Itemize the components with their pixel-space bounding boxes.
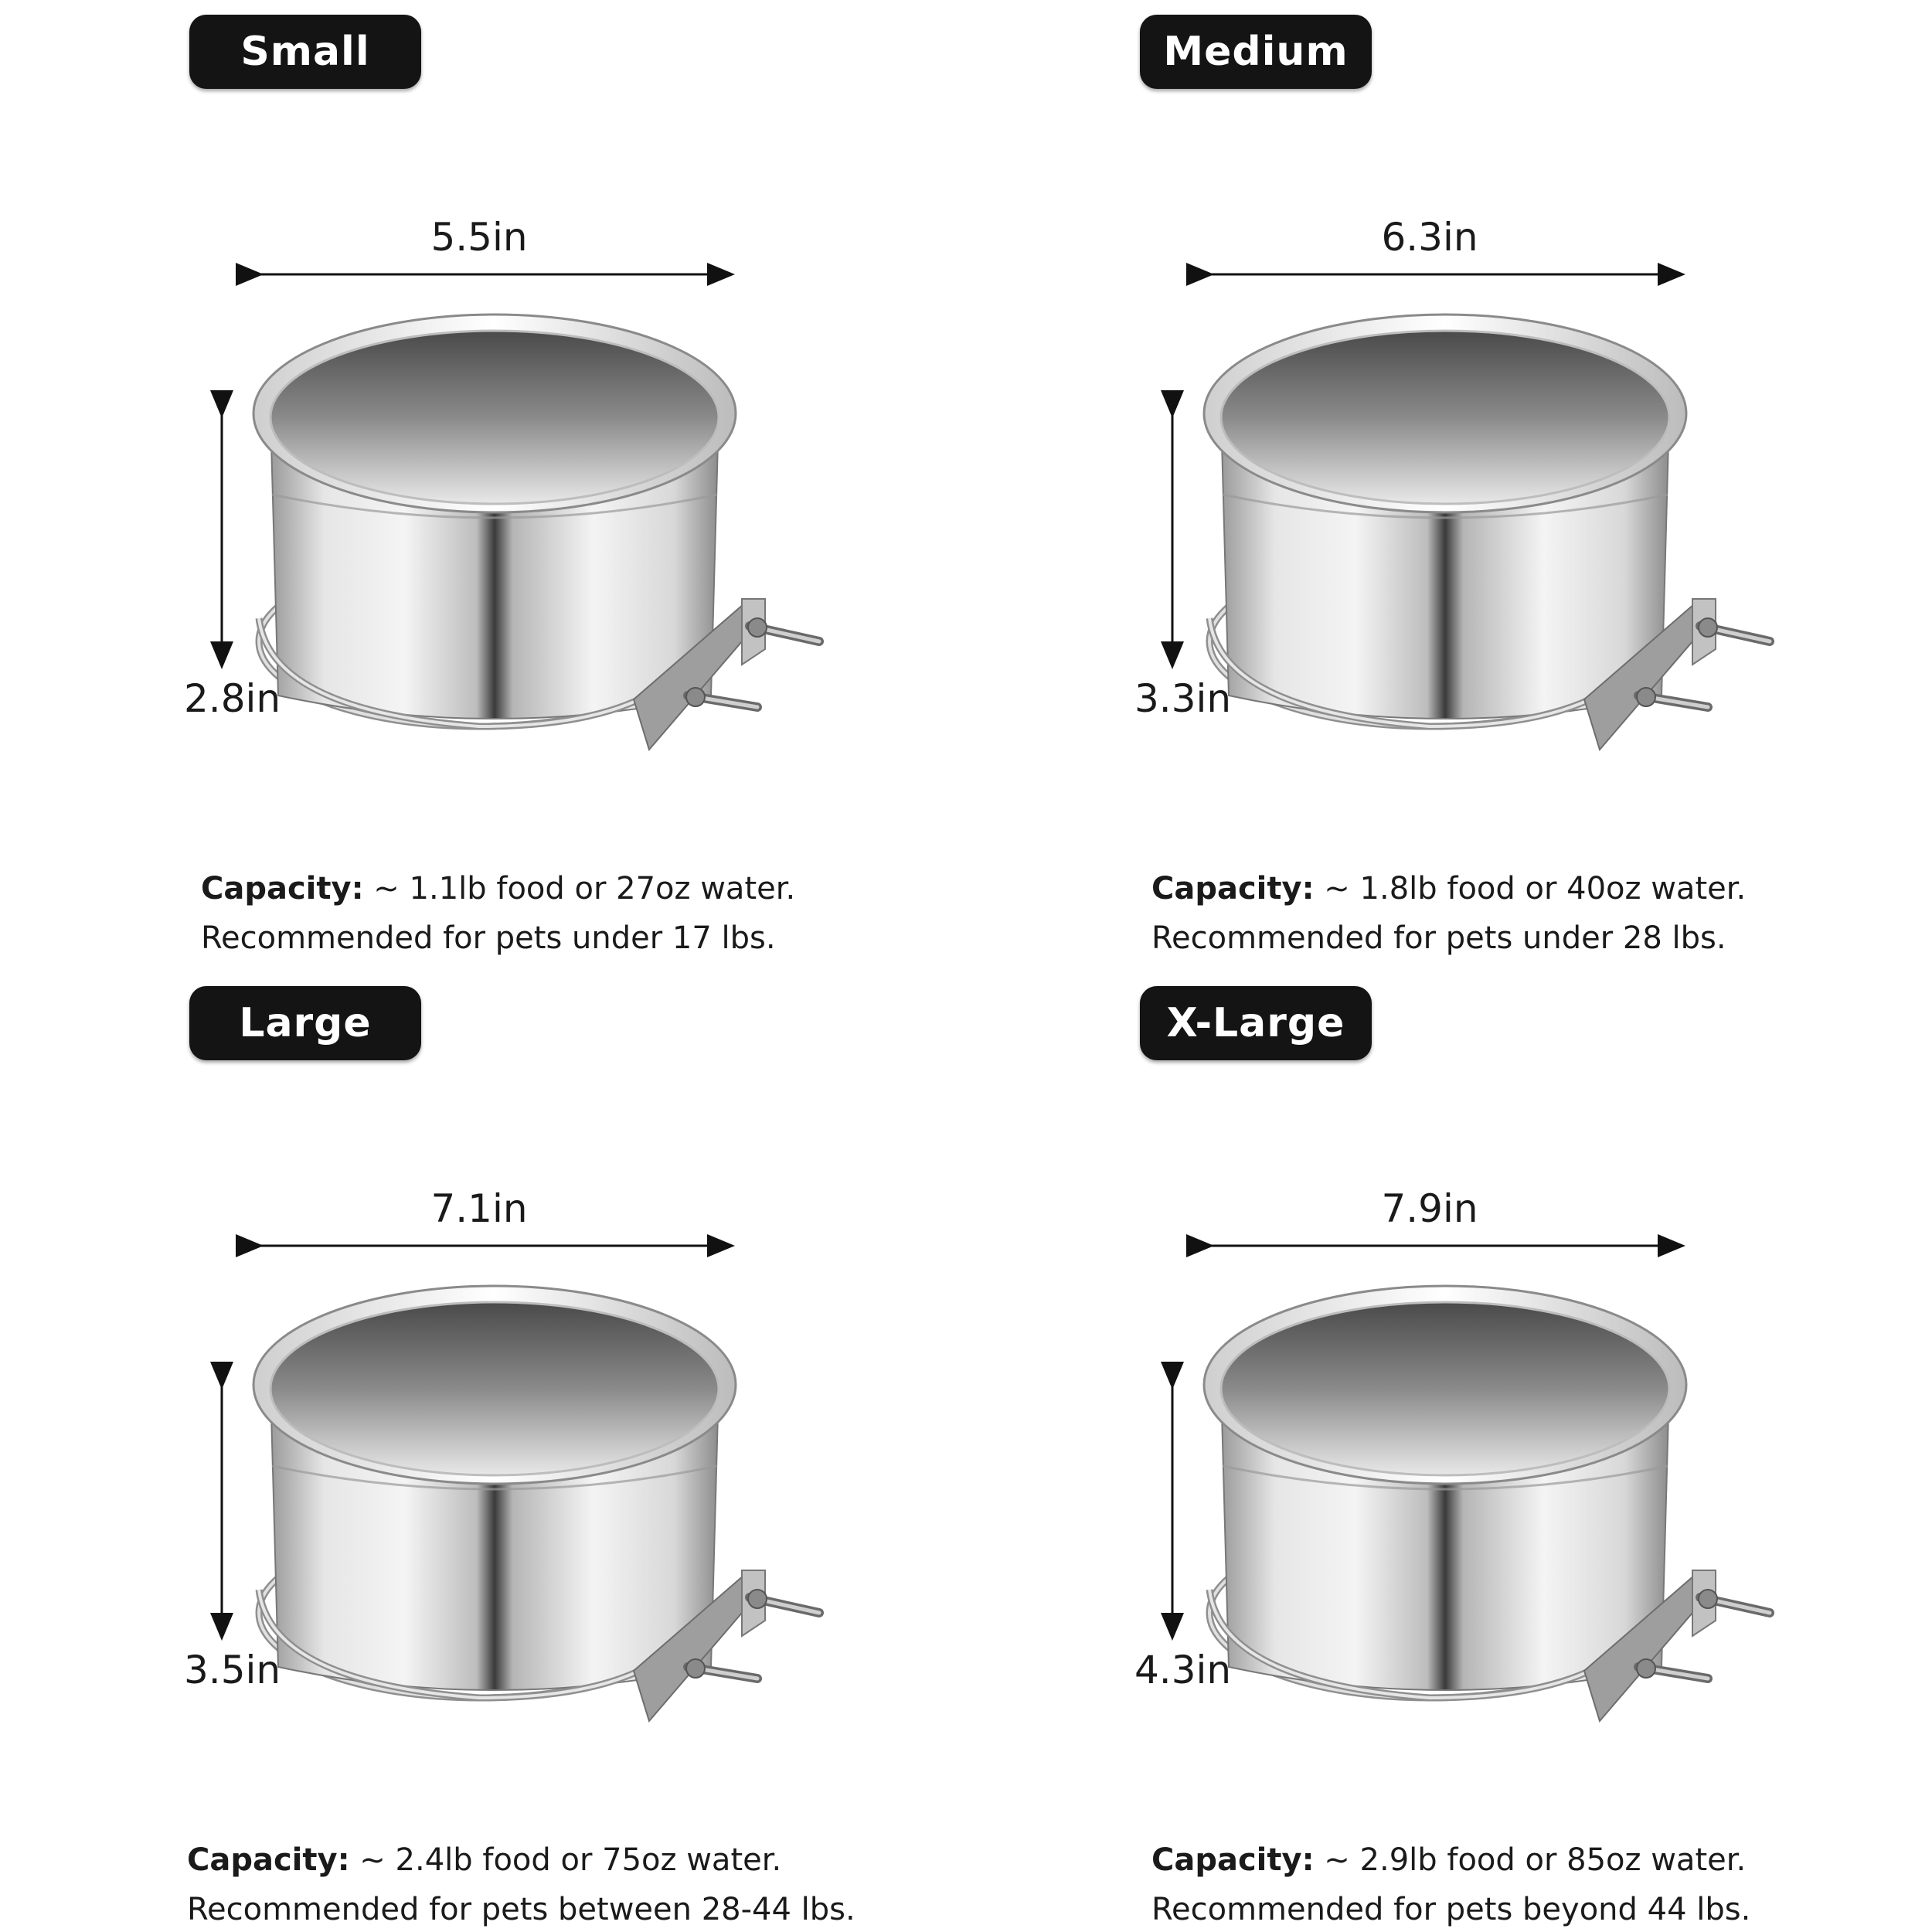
capacity-label: Capacity: [1151, 1842, 1315, 1878]
recommendation-text: Recommended for pets beyond 44 lbs. [1151, 1892, 1751, 1927]
capacity-info [1151, 864, 1746, 963]
size-badge: X-Large [1140, 986, 1372, 1060]
size-panel-x-large [1105, 971, 1878, 1930]
size-badge: Large [189, 986, 421, 1060]
capacity-line [1151, 864, 1746, 913]
width-dimension-label: 6.3in [1381, 215, 1478, 260]
height-dimension-label: 3.5in [184, 1648, 281, 1692]
recommendation-text: Recommended for pets under 17 lbs. [201, 920, 776, 956]
capacity-label: Capacity: [201, 871, 364, 906]
capacity-label: Capacity: [1151, 871, 1315, 906]
width-dimension-label: 5.5in [430, 215, 528, 260]
height-dimension-label: 2.8in [184, 676, 281, 721]
width-dimension-label: 7.1in [430, 1186, 528, 1231]
capacity-label: Capacity: [187, 1842, 350, 1878]
capacity-text: ~ 2.4lb food or 75oz water. [349, 1842, 782, 1878]
recommendation-text: Recommended for pets under 28 lbs. [1151, 920, 1726, 956]
size-panel-small [155, 0, 927, 958]
capacity-info [201, 864, 795, 963]
size-panel-large [155, 971, 927, 1930]
height-dimension-label: 4.3in [1134, 1648, 1232, 1692]
capacity-info [187, 1835, 855, 1932]
capacity-info [1151, 1835, 1750, 1932]
size-panel-medium [1105, 0, 1878, 958]
capacity-line [201, 864, 795, 913]
size-badge: Small [189, 15, 421, 89]
height-dimension-label: 3.3in [1134, 676, 1232, 721]
capacity-line [1151, 1835, 1750, 1885]
capacity-text: ~ 1.1lb food or 27oz water. [363, 871, 796, 906]
width-dimension-label: 7.9in [1381, 1186, 1478, 1231]
capacity-text: ~ 2.9lb food or 85oz water. [1314, 1842, 1747, 1878]
size-badge: Medium [1140, 15, 1372, 89]
capacity-text: ~ 1.8lb food or 40oz water. [1314, 871, 1747, 906]
capacity-line [187, 1835, 855, 1885]
recommendation-text: Recommended for pets between 28-44 lbs. [187, 1892, 855, 1927]
